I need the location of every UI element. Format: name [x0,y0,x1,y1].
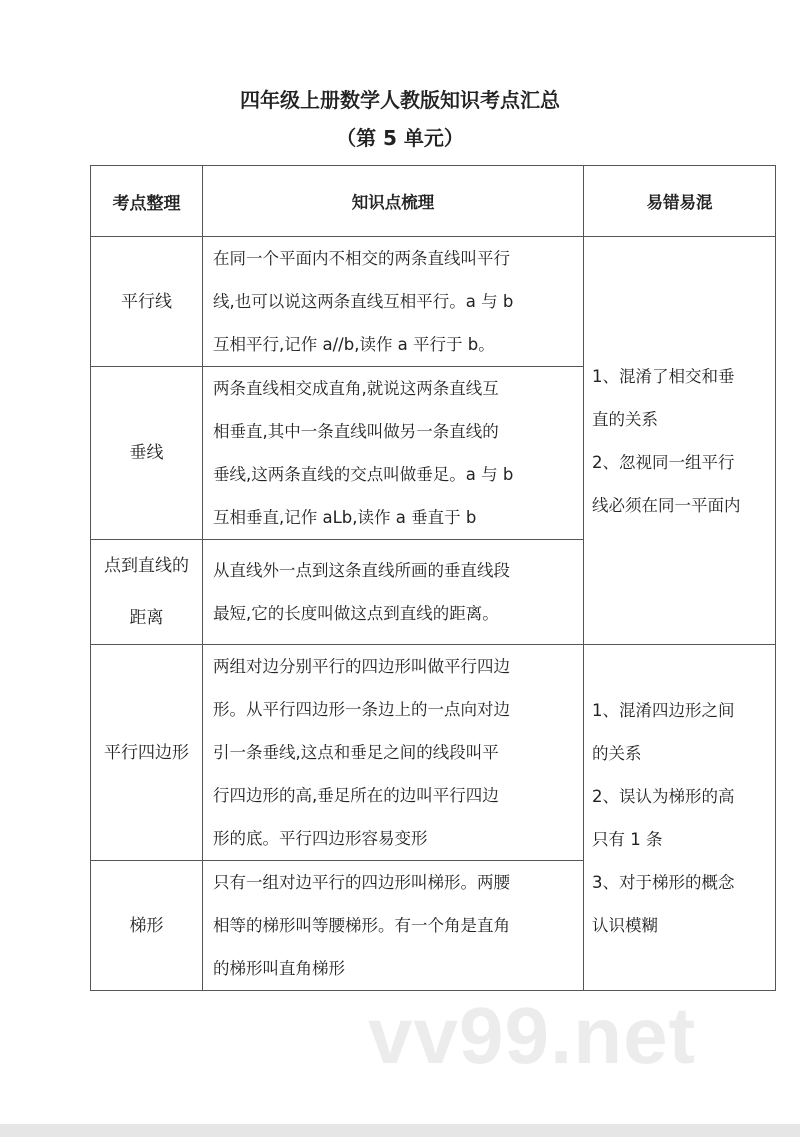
knowledge-table [90,165,776,991]
table-row [91,237,776,367]
table-row [91,645,776,861]
cell-text [584,689,775,947]
content-cell [203,540,584,645]
header-mistakes: 易错易混 [584,166,776,237]
text-line: 认识模糊 [592,915,658,935]
text-line: 在同一个平面内不相交的两条直线叫平行 [213,249,510,268]
text-line: 2、误认为梯形的高 [592,786,735,806]
text-line: 只有一组对边平行的四边形叫梯形。两腰 [213,873,510,892]
text-line: 引一条垂线,这点和垂足之间的线段叫平 [213,743,499,762]
text-line: 1、混淆四边形之间 [592,700,735,720]
cell-text [91,427,202,479]
text-line: 3、对于梯形的概念 [592,872,735,892]
header-topic: 考点整理 [91,166,203,237]
cell-text [91,900,202,952]
page-bottom-edge [0,1124,800,1137]
mistakes-cell [584,237,776,645]
text-line: 行四边形的高,垂足所在的边叫平行四边 [213,786,499,805]
topic-cell [91,861,203,991]
cell-text [203,237,583,366]
text-line: 平行四边形 [104,742,189,763]
text-line: 线必须在同一平面内 [592,495,741,515]
text-line: 形的底。平行四边形容易变形 [213,829,428,848]
cell-text [91,540,202,644]
cell-text [203,861,583,990]
text-line: 的梯形叫直角梯形 [213,959,345,978]
content-cell [203,861,584,991]
topic-cell [91,540,203,645]
text-line: 互相平行,记作 a//b,读作 a 平行于 b。 [213,335,495,354]
header-content: 知识点梳理 [203,166,584,237]
document-title: 四年级上册数学人教版知识考点汇总 [240,88,560,112]
cell-text [91,727,202,779]
text-line: 最短,它的长度叫做这点到直线的距离。 [213,604,499,623]
cell-text [91,276,202,328]
text-line: 两组对边分别平行的四边形叫做平行四边 [213,657,510,676]
text-line: 相等的梯形叫等腰梯形。有一个角是直角 [213,916,510,935]
text-line: 两条直线相交成直角,就说这两条直线互 [213,379,499,398]
topic-cell [91,367,203,540]
text-line: 2、忽视同一组平行 [592,452,735,472]
text-line: 互相垂直,记作 aLb,读作 a 垂直于 b [213,508,477,527]
text-line: 平行线 [121,291,172,312]
text-line: 的关系 [592,743,642,763]
content-cell [203,237,584,367]
cell-text [203,645,583,860]
text-line: 点到直线的 [104,556,189,576]
table-header-row [91,166,776,237]
text-line: 线,也可以说这两条直线互相平行。a 与 b [213,292,514,311]
mistakes-cell [584,645,776,991]
topic-cell [91,237,203,367]
text-line: 从直线外一点到这条直线所画的垂直线段 [213,561,510,580]
text-line: 垂线 [129,443,164,463]
document-subtitle: （第 5 单元） [336,126,464,150]
text-line: 梯形 [129,915,164,936]
cell-text [203,549,583,635]
text-line: 只有 1 条 [592,829,663,849]
text-line: 垂线,这两条直线的交点叫做垂足。a 与 b [213,465,514,484]
text-line: 直的关系 [592,409,658,429]
watermark: vv99.net [368,991,697,1080]
content-cell [203,367,584,540]
text-line: 相垂直,其中一条直线叫做另一条直线的 [213,422,499,441]
text-line: 1、混淆了相交和垂 [592,366,735,386]
cell-text [584,355,775,527]
text-line: 距离 [129,608,164,628]
text-line: 形。从平行四边形一条边上的一点向对边 [213,700,510,719]
cell-text [203,367,583,539]
topic-cell [91,645,203,861]
content-cell [203,645,584,861]
